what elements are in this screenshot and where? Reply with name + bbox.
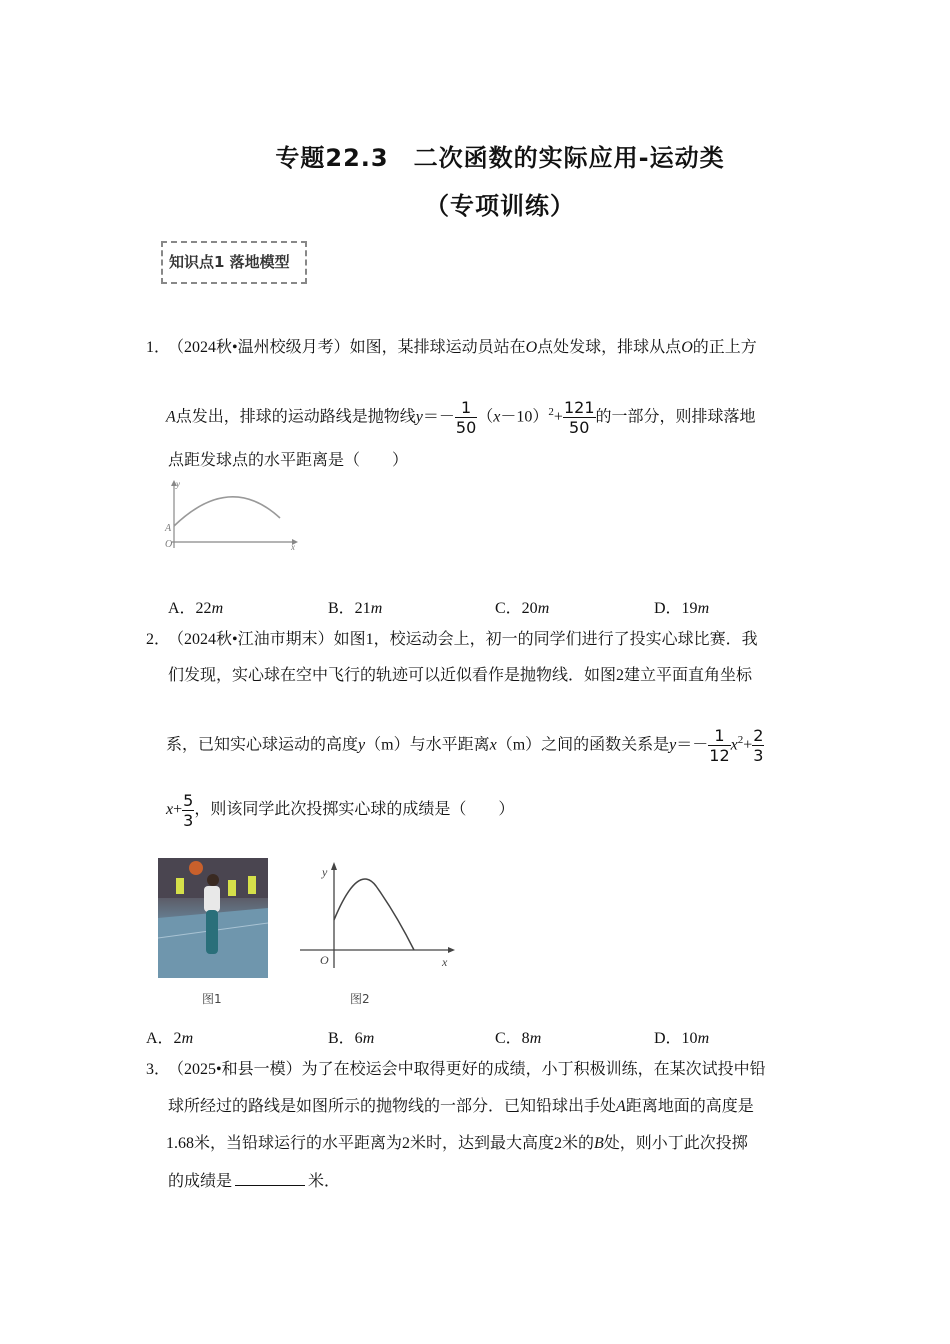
q2-plus: +	[173, 801, 183, 818]
q3-line2	[168, 1097, 754, 1117]
q1-number: 1．	[146, 339, 171, 356]
option-text: C．20	[495, 600, 538, 617]
option-text: D．10	[654, 1030, 698, 1047]
option-text: A．2	[146, 1030, 182, 1047]
q1-text: （2024秋•温州校级月考）如图，某排球运动员站在	[168, 339, 526, 356]
q1-option-b[interactable]	[328, 595, 382, 618]
option-text: D．19	[654, 600, 698, 617]
q1-text: －10）	[500, 408, 549, 426]
q1-var-x: x	[493, 408, 501, 426]
q2-x-arrow	[448, 947, 455, 953]
option-unit: m	[181, 1030, 194, 1047]
q1-plus: +	[553, 408, 563, 426]
q2-var-x: x	[730, 736, 738, 754]
q2-frac1-den: 12	[709, 746, 730, 766]
q3-text: 球所经过的路线是如图所示的抛物线的一部分．已知铅球出手处	[168, 1098, 617, 1115]
q1-fig-y: y	[176, 479, 180, 489]
q1-var-o: O	[525, 339, 538, 356]
photo-head	[207, 874, 219, 886]
q3-text: 距离地面的高度是	[625, 1098, 754, 1115]
q3-text: 米．	[308, 1173, 341, 1190]
q1-fraction-2	[563, 398, 596, 437]
q2-fraction-1	[708, 726, 730, 765]
q2-text: （m）之间的函数关系是	[496, 736, 670, 754]
option-unit: m	[697, 1030, 710, 1047]
q1-text: 的一部分，则排球落地	[595, 408, 756, 426]
option-unit: m	[697, 600, 710, 617]
q3-line1: （2025•和县一模）为了在校运会中取得更好的成绩，小丁积极训练，在某次试投中铅	[168, 1061, 766, 1078]
q1-option-d[interactable]	[654, 595, 709, 618]
q2-frac2-num: 2	[753, 726, 764, 746]
q2-fraction-2	[752, 726, 764, 765]
q1-fig-a: A	[165, 523, 172, 534]
photo-ball	[189, 861, 203, 875]
photo-shirt	[204, 886, 220, 912]
q2-exp: 2	[737, 734, 744, 746]
q2-frac3-num: 5	[183, 790, 194, 810]
q2-option-b[interactable]	[328, 1025, 374, 1048]
q1-frac1-den: 50	[455, 418, 477, 438]
q2-photo-scene	[158, 858, 268, 978]
q1-paren: （	[477, 408, 494, 426]
photo-person-bg	[248, 876, 256, 894]
option-text: B．21	[328, 600, 371, 617]
q2-text: ，则该同学此次投掷实心球的成绩是（ ）	[194, 801, 515, 818]
q3-text: 1.68米，当铅球运行的水平距离为2米时，达到最大高度2米的	[166, 1135, 595, 1152]
q1-option-c[interactable]	[495, 595, 549, 618]
q1-var-o: O	[681, 339, 693, 356]
option-unit: m	[529, 1030, 542, 1047]
q3-var-b: B	[594, 1135, 604, 1152]
photo-person-bg	[176, 878, 184, 894]
q1-frac1-num: 1	[455, 398, 477, 418]
option-unit: m	[211, 600, 224, 617]
q2-fig1-caption: 图1	[202, 992, 222, 1006]
q1-fraction-1	[455, 398, 477, 437]
q2-eq: ＝－	[676, 736, 709, 754]
q3-number: 3．	[146, 1061, 171, 1078]
q2-line2: 们发现，实心球在空中飞行的轨迹可以近似看作是抛物线．如图2建立平面直角坐标	[168, 667, 753, 684]
q1-fig-o: O	[165, 539, 173, 550]
q2-y-arrow	[331, 862, 337, 870]
q2-text: 系，已知实心球运动的高度	[166, 736, 359, 754]
q2-option-c[interactable]	[495, 1025, 541, 1048]
q1-var-y: y	[415, 408, 423, 426]
q1-parabola	[174, 497, 280, 526]
option-unit: m	[370, 600, 383, 617]
q1-frac2-den: 50	[569, 418, 590, 438]
option-unit: m	[362, 1030, 375, 1047]
q3-text: 处，则小丁此次投掷	[603, 1135, 748, 1152]
option-text: B．6	[328, 1030, 363, 1047]
q1-figure	[160, 478, 300, 550]
q1-line2	[166, 393, 756, 437]
q2-option-a[interactable]	[146, 1025, 193, 1048]
q2-fig-y: y	[322, 865, 328, 879]
q2-line3	[166, 720, 764, 765]
q1-text: 的正上方	[692, 339, 757, 356]
q2-frac3-den: 3	[183, 810, 194, 830]
q2-var-x: x	[489, 736, 497, 754]
q2-parabola	[334, 879, 414, 950]
q1-option-a[interactable]	[168, 595, 223, 618]
q2-var-y: y	[669, 736, 677, 754]
q3-line4	[168, 1171, 340, 1192]
q2-frac2-den: 3	[753, 746, 764, 766]
q1-eq: ＝－	[422, 408, 455, 426]
section-label: 知识点1 落地模型	[161, 241, 307, 284]
page-title: 专题22.3 二次函数的实际应用-运动类	[275, 144, 725, 172]
q2-var-x: x	[166, 801, 174, 818]
option-text: C．8	[495, 1030, 530, 1047]
q1-fig-x: x	[291, 542, 295, 550]
q1-line3: 点距发球点的水平距离是（ ）	[168, 452, 409, 469]
q2-fraction-3	[182, 791, 194, 830]
q1-text: 点发出，排球的运动路线是抛物线	[175, 408, 416, 426]
q2-fig-x: x	[442, 955, 448, 969]
q2-option-d[interactable]	[654, 1025, 709, 1048]
q2-fig2-caption: 图2	[350, 992, 370, 1006]
q1-exp: 2	[548, 406, 554, 418]
q2-line4	[166, 790, 514, 830]
q2-line1: （2024秋•江油市期末）如图1，校运动会上，初一的同学们进行了投实心球比赛．我	[168, 631, 758, 648]
q2-var-y: y	[358, 736, 366, 754]
q2-text: （m）与水平距离	[365, 736, 490, 754]
q1-text: 点处发球，排球从点	[537, 339, 682, 356]
page-subtitle: （专项训练）	[425, 192, 575, 220]
q2-frac1-num: 1	[708, 726, 730, 746]
q3-text: 的成绩是	[168, 1173, 233, 1190]
q3-answer-blank[interactable]	[235, 1171, 305, 1186]
q3-line3	[166, 1134, 748, 1154]
photo-pants	[206, 910, 218, 954]
photo-person-bg	[228, 880, 236, 896]
q2-fig-o: O	[320, 953, 329, 967]
q2-plus: +	[743, 736, 753, 754]
option-unit: m	[537, 600, 550, 617]
option-text: A．22	[168, 600, 212, 617]
q1-line1	[168, 338, 757, 358]
q2-number: 2．	[146, 631, 171, 648]
q2-figure2	[296, 858, 456, 970]
q2-photo	[158, 858, 268, 978]
q1-var-a: A	[166, 408, 176, 426]
q3-var-a: A	[616, 1098, 626, 1115]
q1-frac2-num: 121	[563, 398, 595, 418]
